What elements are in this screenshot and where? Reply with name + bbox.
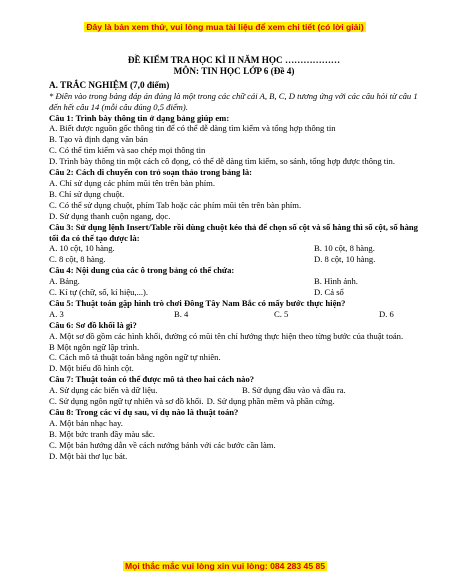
section-title: A. TRẮC NGHIỆM (7,0 điểm) [49, 79, 170, 90]
option-d: D. Một bài thơ lục bát. [49, 450, 128, 461]
question-text: Câu 7: Thuật toán có thể được mô tả theo hai cách nào? [49, 374, 255, 385]
question-text: Câu 6: Sơ đồ khối là gì? [49, 319, 137, 330]
contact-text: Mọi thắc mắc vui lòng xin vui lòng: 084 283 45 85 [124, 561, 326, 571]
option-c: C. Cách mô tả thuật toán bằng ngôn ngữ tự nhiên. [49, 352, 221, 363]
question-6 [49, 320, 419, 375]
question-1 [49, 113, 419, 168]
option-a: A. Chỉ sử dụng các phím mũi tên trên bàn phím. [49, 177, 216, 188]
question-2 [49, 167, 419, 222]
exam-subtitle: MÔN: TIN HỌC LỚP 6 (Đề 4) [173, 65, 295, 76]
option-b: B. Tạo và định dạng văn bản [49, 134, 148, 145]
question-7 [49, 374, 419, 407]
preview-notice-text: Đây là bản xem thử, vui lòng mua tài liệu để xem chi tiết (có lời giải) [86, 22, 364, 32]
option-c: C. Có thể sử dụng chuột, phím Tab hoặc các phím mũi tên trên bàn phím. [49, 199, 302, 210]
exam-title: ĐỀ KIỂM TRA HỌC KÌ II NĂM HỌC ……………… [127, 55, 341, 65]
option-b: B. Hình ảnh. [314, 276, 358, 287]
option-d: D. Cả sổ [314, 287, 344, 298]
option-a: A. Bảng. [49, 276, 80, 287]
question-text: Câu 4: Nội dung của các ô trong bảng có thể chứa: [49, 265, 235, 276]
option-c: C. Một bản hướng dẫn về cách nướng bánh với các bước cần làm. [49, 439, 276, 450]
option-c: C. Sử dụng ngôn ngữ tự nhiên và sơ đồ khối. [49, 396, 204, 407]
option-a: A. 10 cột, 10 hàng. [49, 243, 115, 254]
instruction-text: * Điền vào trong bảng đáp án đúng là một trong các chữ cái A, B, C, D tương ứng với các câu hỏi từ câu 1 đến hết câu 14 (mỗi câu đúng 0,5 điểm). [49, 90, 418, 112]
option-b: B. Chỉ sử dụng chuột. [49, 188, 125, 199]
option-d: D. Sử dụng phần mềm và phần cứng. [206, 396, 335, 407]
question-text: Câu 3: Sử dụng lệnh Insert/Table rồi dùng chuột kéo thả để chọn số cột và số hàng thì số cột, số hàng tối đa có thể tạo được là: [49, 221, 418, 243]
option-c: C. 5 [274, 308, 289, 319]
option-a: A. Biết được nguồn gốc thông tin để có thể dễ dàng tìm kiếm và tổng hợp thông tin [49, 123, 336, 134]
option-a: A. 3 [49, 308, 64, 319]
option-d: D. Sử dụng thanh cuộn ngang, dọc. [49, 210, 171, 221]
option-a: A. Một bản nhạc hay. [49, 417, 123, 428]
exam-document [49, 55, 419, 462]
option-c: C. Có thể tìm kiếm và sao chép mọi thông tin [49, 145, 206, 156]
question-4 [49, 265, 419, 298]
option-d: D. Một biểu đồ hình cột. [49, 363, 134, 374]
option-c: C. Kí tự (chữ, số, kí hiệu,...). [49, 287, 149, 298]
option-d: D. Trình bày thông tin một cách cô đọng, có thể dễ dàng tìm kiếm, so sánh, tổng hợp được thông tin. [49, 156, 396, 167]
option-b: B. Sử dụng đầu vào và đầu ra. [242, 385, 346, 396]
question-text: Câu 1: Trình bày thông tin ở dạng bảng giúp em: [49, 112, 230, 123]
question-8 [49, 407, 419, 462]
question-text: Câu 8: Trong các ví dụ sau, ví dụ nào là thuật toán? [49, 407, 239, 417]
contact-banner [0, 561, 450, 571]
option-a: A. Sử dụng các biến và dữ liệu. [49, 385, 158, 396]
preview-notice-banner [0, 22, 450, 32]
question-text: Câu 2: Cách di chuyển con trỏ soạn thảo trong bảng là: [49, 167, 253, 178]
option-b: B. Một bức tranh đầy màu sắc. [49, 428, 155, 439]
option-b: B. 4 [174, 308, 189, 319]
option-b: B. 10 cột, 8 hàng. [314, 243, 375, 254]
option-b: B Một ngôn ngữ lập trình. [49, 341, 140, 352]
option-d: D. 8 cột, 10 hàng. [314, 254, 376, 265]
option-a: A. Một sơ đồ gồm các hình khối, đường có mũi tên chỉ hướng thực hiện theo từng bước của thuật toán. [49, 330, 404, 341]
option-c: C. 8 cột, 8 hàng. [49, 254, 106, 265]
question-5 [49, 298, 419, 320]
option-d: D. 6 [379, 308, 394, 319]
question-text: Câu 5: Thuật toán gặp hình trò chơi Đông Tây Nam Bắc có mấy bước thực hiện? [49, 297, 346, 308]
question-3 [49, 222, 419, 266]
